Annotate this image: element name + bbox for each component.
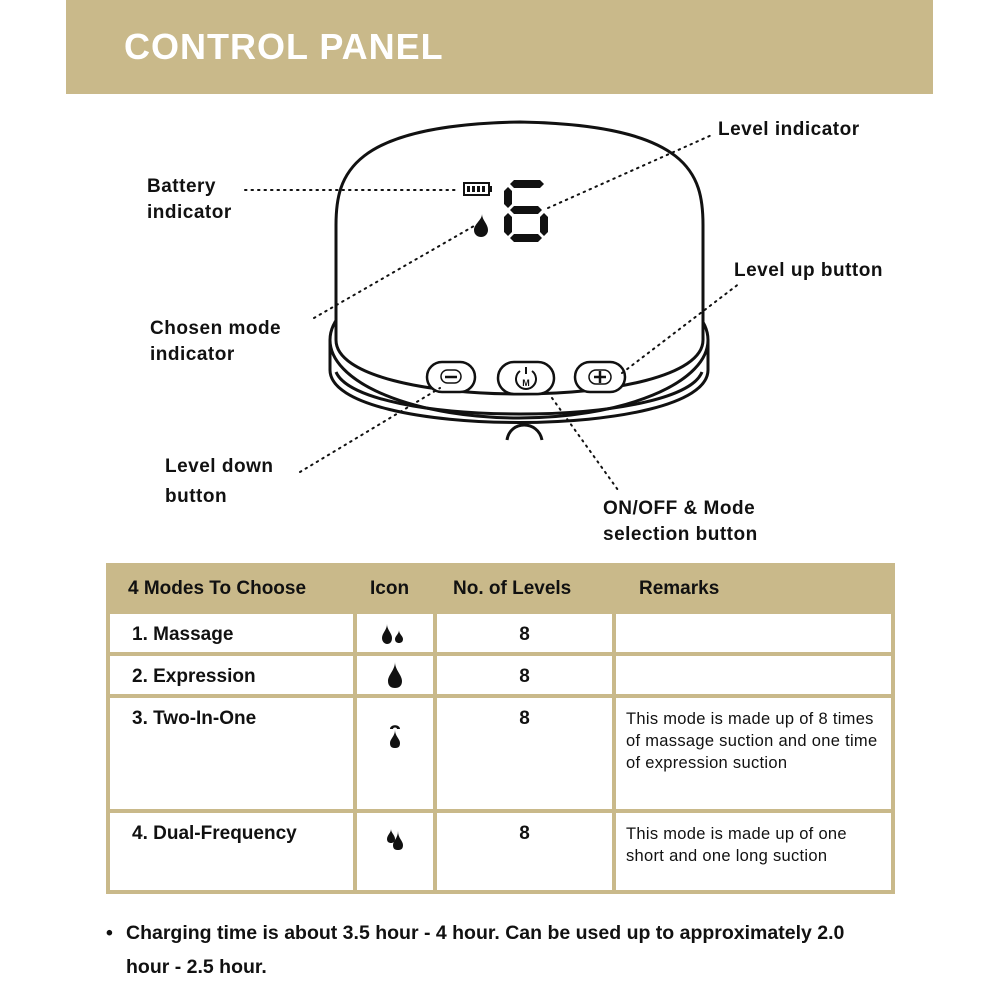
- table-row: 3. Two-In-One: [110, 698, 353, 809]
- level-up-button[interactable]: [575, 362, 625, 392]
- header-icon: Icon: [370, 578, 410, 599]
- header-remarks: Remarks: [639, 578, 720, 599]
- mode-button-label: M: [522, 378, 530, 388]
- chosen-mode-label: Chosen mode indicator: [150, 318, 282, 365]
- single-drop-icon: [357, 656, 433, 694]
- icon-cell: [357, 614, 433, 652]
- dual-frequency-icon: [357, 813, 433, 890]
- icon-cell: [357, 656, 433, 694]
- table-row: 2. Expression: [110, 656, 353, 694]
- charging-note-text: Charging time is about 3.5 hour - 4 hour. Can be used up to approximately 2.0 hour - 2.5 hour.: [126, 922, 845, 978]
- level-indicator-label: Level indicator: [718, 119, 860, 140]
- table-row: 4. Dual-Frequency: [110, 813, 353, 890]
- double-drop-icon: [357, 614, 433, 652]
- two-in-one-icon: [357, 698, 433, 809]
- header-levels: No. of Levels: [453, 578, 572, 599]
- on-off-mode-button[interactable]: [498, 362, 554, 394]
- battery-indicator-label: Battery indicator: [147, 176, 232, 223]
- table-row: 1. Massage: [110, 614, 353, 652]
- header-modes: 4 Modes To Choose: [128, 578, 307, 599]
- level-down-button[interactable]: [427, 362, 475, 392]
- level-down-label: Level down button: [165, 456, 274, 507]
- icon-cell: [357, 813, 433, 890]
- on-off-mode-label: ON/OFF & Mode selection button: [603, 498, 758, 545]
- bullet-icon: •: [106, 922, 113, 944]
- level-up-label: Level up button: [734, 260, 883, 281]
- icon-cell: [357, 698, 433, 809]
- page-title: CONTROL PANEL: [124, 26, 444, 67]
- modes-table: 4 Modes To Choose Icon No. of Levels Remarks 1. Massage 8 2. Expression 8 3. Two-In-One 8 This mode is made up of 8 times of massage suction and one time of expression suction 4. Dual-Frequency 8 This mode is made up of one short and one long suction: [106, 563, 895, 894]
